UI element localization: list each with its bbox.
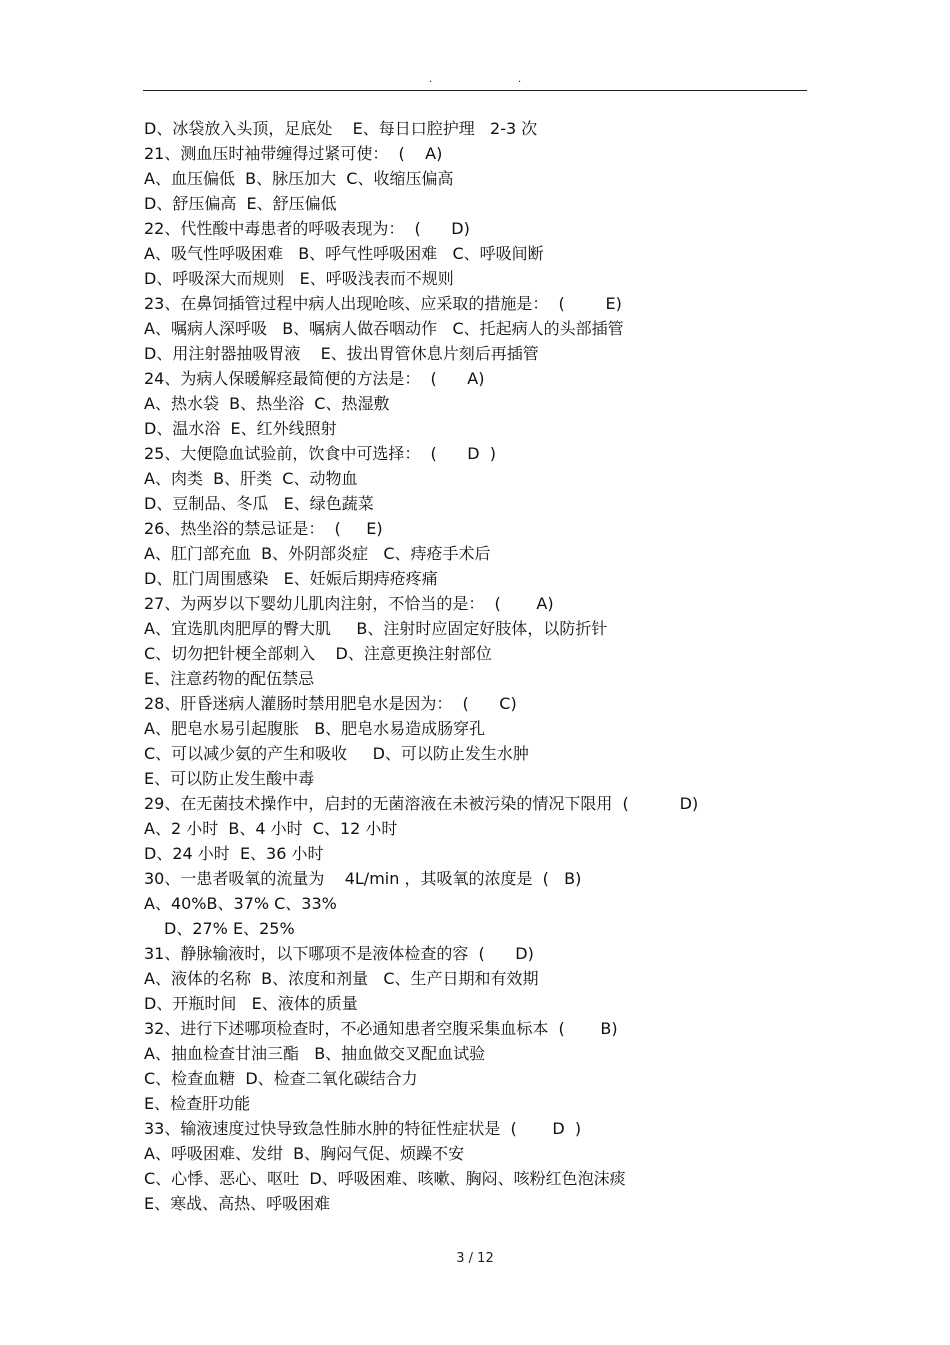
options-line: A、血压偏低 B、脉压加大 C、收缩压偏高 bbox=[144, 169, 454, 188]
question-line: 28、肝昏迷病人灌肠时禁用肥皂水是因为： ( C) bbox=[144, 694, 517, 713]
options-line: D、24 小时 E、36 小时 bbox=[144, 844, 324, 863]
options-line: D、用注射器抽吸胃液 E、拔出胃管休息片刻后再插管 bbox=[144, 344, 539, 363]
question-line: 30、一患者吸氧的流量为 4L/min ，其吸氧的浓度是 ( B) bbox=[144, 869, 582, 888]
options-line: C、切勿把针梗全部刺入 D、注意更换注射部位 bbox=[144, 644, 492, 663]
options-line: A、嘱病人深呼吸 B、嘱病人做吞咽动作 C、托起病人的头部插管 bbox=[144, 319, 624, 338]
options-line: D、开瓶时间 E、液体的质量 bbox=[144, 994, 358, 1013]
options-line: D、豆制品、冬瓜 E、绿色蔬菜 bbox=[144, 494, 374, 513]
page-header bbox=[0, 74, 950, 86]
header-dot-left: . bbox=[429, 74, 433, 85]
options-line: D、温水浴 E、红外线照射 bbox=[144, 419, 337, 438]
options-line: A、40%B、37% C、33% bbox=[144, 894, 337, 913]
options-line: C、心悸、恶心、呕吐 D、呼吸困难、咳嗽、胸闷、咳粉红色泡沫痰 bbox=[144, 1169, 626, 1188]
options-line: E、检查肝功能 bbox=[144, 1094, 251, 1113]
question-line: 22、代性酸中毒患者的呼吸表现为： ( D) bbox=[144, 219, 470, 238]
options-line: D、呼吸深大而规则 E、呼吸浅表而不规则 bbox=[144, 269, 454, 288]
question-line: 29、在无菌技术操作中，启封的无菌溶液在未被污染的情况下限用 ( D) bbox=[144, 794, 699, 813]
question-line: 33、输液速度过快导致急性肺水肿的特征性症状是 ( D ) bbox=[144, 1119, 582, 1138]
options-line: D、舒压偏高 E、舒压偏低 bbox=[144, 194, 337, 213]
options-line: A、宜选肌肉肥厚的臀大肌 B、注射时应固定好肢体，以防折针 bbox=[144, 619, 608, 638]
question-line: 26、热坐浴的禁忌证是： ( E) bbox=[144, 519, 383, 538]
options-line: A、抽血检查甘油三酯 B、抽血做交叉配血试验 bbox=[144, 1044, 486, 1063]
page-number: 3 / 12 bbox=[456, 1251, 494, 1266]
options-line: A、吸气性呼吸困难 B、呼气性呼吸困难 C、呼吸间断 bbox=[144, 244, 544, 263]
options-line: E、寒战、高热、呼吸困难 bbox=[144, 1194, 331, 1213]
question-line: 21、测血压时袖带缠得过紧可使： ( A) bbox=[144, 144, 443, 163]
options-line: A、2 小时 B、4 小时 C、12 小时 bbox=[144, 819, 398, 838]
options-line: D、27% E、25% bbox=[164, 919, 295, 938]
options-line: E、可以防止发生酸中毒 bbox=[144, 769, 315, 788]
options-line: A、肛门部充血 B、外阴部炎症 C、痔疮手术后 bbox=[144, 544, 491, 563]
options-line: D、肛门周围感染 E、妊娠后期痔疮疼痛 bbox=[144, 569, 438, 588]
options-line: A、肥皂水易引起腹胀 B、肥皂水易造成肠穿孔 bbox=[144, 719, 486, 738]
options-line: E、注意药物的配伍禁忌 bbox=[144, 669, 315, 688]
options-line: A、液体的名称 B、浓度和剂量 C、生产日期和有效期 bbox=[144, 969, 539, 988]
options-line: A、热水袋 B、热坐浴 C、热湿敷 bbox=[144, 394, 390, 413]
question-line: 24、为病人保暖解痉最简便的方法是： ( A) bbox=[144, 369, 485, 388]
question-content bbox=[144, 116, 804, 1216]
question-line: 27、为两岁以下婴幼儿肌肉注射，不恰当的是： ( A) bbox=[144, 594, 554, 613]
question-line: 31、静脉输液时，以下哪项不是液体检查的容 ( D) bbox=[144, 944, 534, 963]
options-line: C、检查血糖 D、检查二氧化碳结合力 bbox=[144, 1069, 418, 1088]
header-rule bbox=[143, 90, 807, 91]
text-line: D、冰袋放入头顶，足底处 E、每日口腔护理 2-3 次 bbox=[144, 119, 538, 138]
options-line: A、呼吸困难、发绀 B、胸闷气促、烦躁不安 bbox=[144, 1144, 465, 1163]
options-line: C、可以减少氨的产生和吸收 D、可以防止发生水肿 bbox=[144, 744, 529, 763]
header-dot-right: . bbox=[518, 74, 522, 85]
question-line: 25、大便隐血试验前，饮食中可选择： ( D ) bbox=[144, 444, 497, 463]
options-line: A、肉类 B、肝类 C、动物血 bbox=[144, 469, 358, 488]
question-line: 23、在鼻饲插管过程中病人出现呛咳、应采取的措施是： ( E) bbox=[144, 294, 622, 313]
question-line: 32、进行下述哪项检查时，不必通知患者空腹采集血标本 ( B) bbox=[144, 1019, 618, 1038]
